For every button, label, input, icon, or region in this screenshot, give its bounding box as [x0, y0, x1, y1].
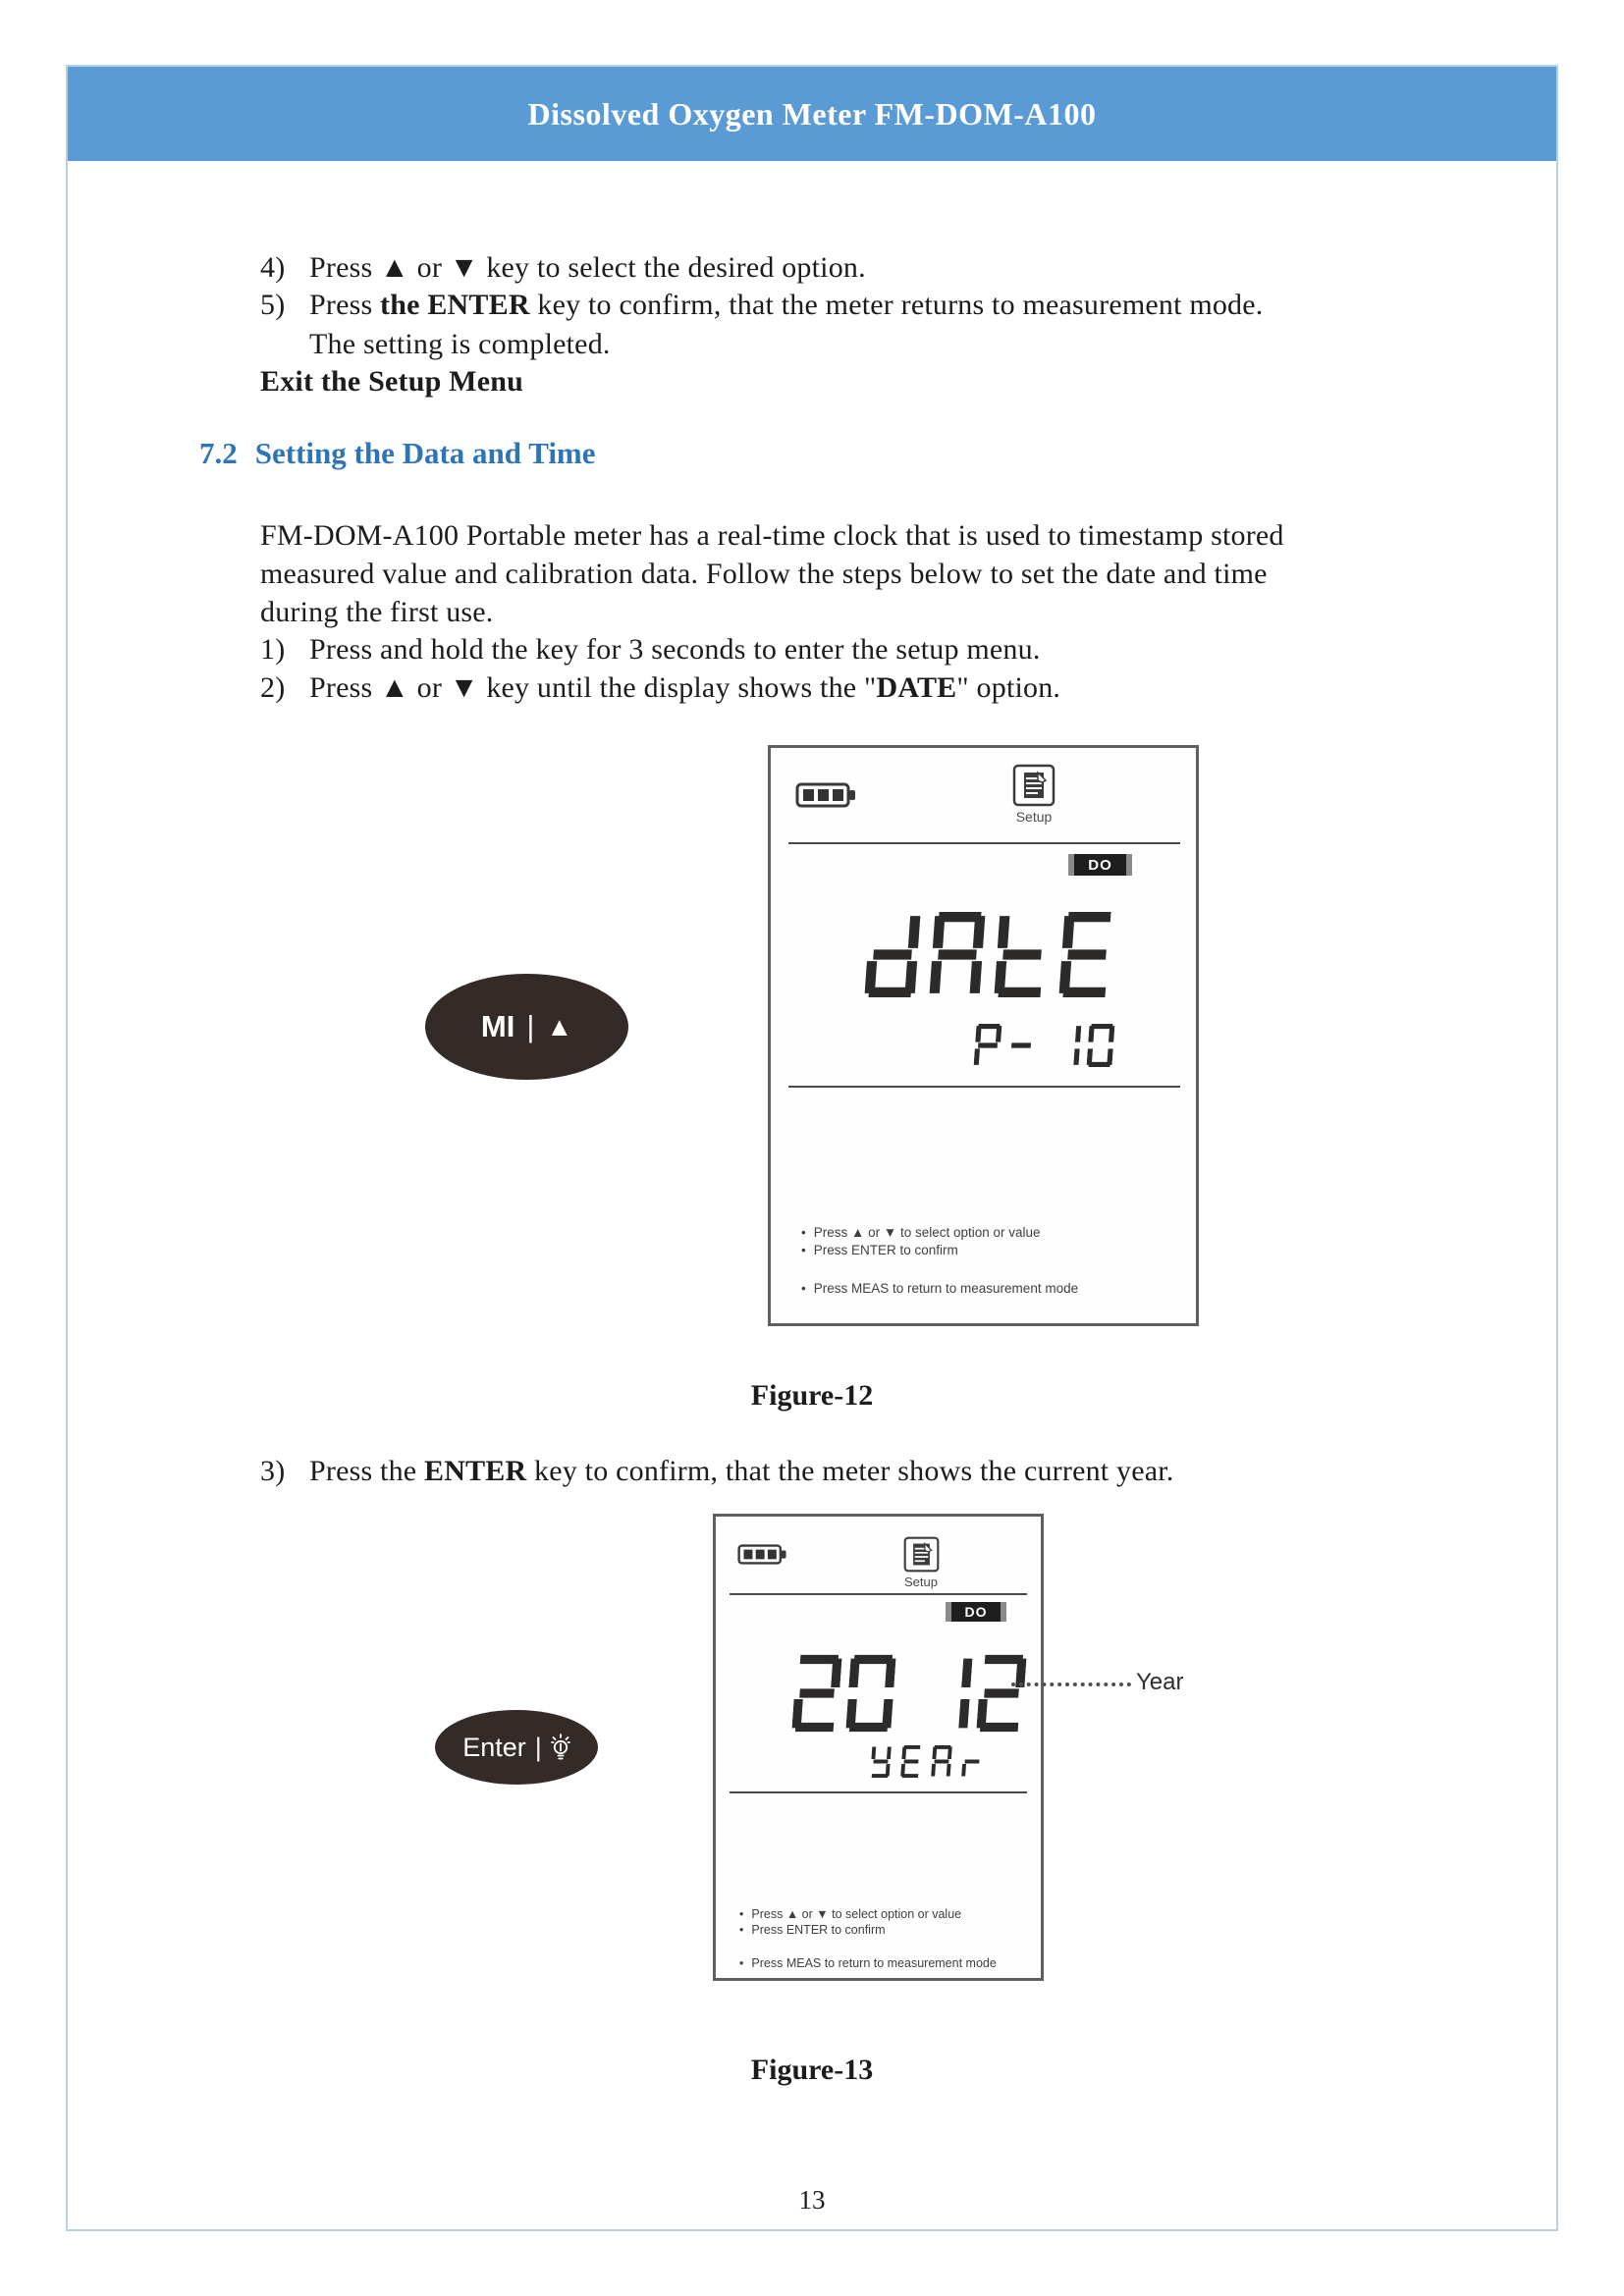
step-2: 2) Press ▲ or ▼ key until the display shows the "DATE" option.	[260, 669, 1060, 707]
bullet-icon: •	[801, 1225, 806, 1240]
lcd-hint: • Press MEAS to return to measurement mode	[739, 1956, 997, 1970]
key-divider: |	[534, 1732, 542, 1762]
page-frame	[66, 65, 1558, 2231]
list-number: 4)	[260, 251, 286, 284]
bullet-icon: •	[739, 1956, 744, 1970]
year-annotation	[1011, 1665, 1184, 1700]
setup-document-icon	[1012, 764, 1056, 807]
section-number: 7.2	[199, 436, 238, 470]
lcd-main-readout	[864, 912, 1129, 997]
list-number: 2)	[260, 671, 286, 704]
dotted-leader	[1011, 1682, 1131, 1686]
figure12-caption: Figure-12	[750, 1379, 874, 1412]
key-divider: |	[526, 1009, 535, 1043]
intro-line-1: FM-DOM-A100 Portable meter has a real-time clock that is used to timestamp stored	[260, 519, 1284, 552]
do-mode-badge: DO	[951, 1602, 1001, 1622]
battery-icon	[737, 1543, 788, 1566]
bullet-icon: •	[739, 1907, 744, 1921]
bullet-icon: •	[739, 1923, 744, 1937]
mi-up-key-illustration: MI | ▲	[425, 974, 628, 1080]
lcd-hint: • Press ENTER to confirm	[801, 1243, 958, 1257]
figure12-lcd-display	[768, 745, 1199, 1326]
lcd-hint: • Press ENTER to confirm	[739, 1923, 886, 1937]
lcd-divider	[788, 1086, 1180, 1088]
battery-icon	[795, 781, 858, 809]
figure13-caption: Figure-13	[750, 2054, 874, 2086]
setup-indicator: Setup	[999, 764, 1069, 825]
lcd-divider	[788, 842, 1180, 844]
lcd-divider	[730, 1593, 1027, 1595]
intro-line-2: measured value and calibration data. Follow the steps below to set the date and time	[260, 558, 1268, 590]
list-number: 3)	[260, 1455, 286, 1487]
lcd-divider	[730, 1791, 1027, 1793]
up-arrow-icon: ▲	[546, 1011, 573, 1041]
page-title: Dissolved Oxygen Meter FM-DOM-A100	[527, 95, 1097, 132]
setup-document-icon	[903, 1536, 940, 1573]
lcd-main-readout	[791, 1654, 1036, 1733]
lcd-sub-readout	[973, 1024, 1122, 1067]
backlight-bulb-icon	[551, 1734, 570, 1761]
page-number: 13	[798, 2185, 826, 2215]
setup-indicator: Setup	[889, 1536, 953, 1589]
list-item-5-continued: The setting is completed.	[309, 328, 611, 360]
list-item-5: 5) Press the ENTER key to confirm, that the meter returns to measurement mode.	[260, 287, 1263, 324]
lcd-sub-readout	[868, 1745, 992, 1778]
page-header	[68, 67, 1556, 161]
intro-line-3: during the first use.	[260, 596, 494, 628]
figure13-lcd-display	[713, 1514, 1044, 1981]
list-number: 5)	[260, 289, 286, 321]
exit-setup-heading: Exit the Setup Menu	[260, 365, 523, 398]
bullet-icon: •	[801, 1243, 806, 1257]
lcd-hint: • Press ▲ or ▼ to select option or value	[801, 1225, 1041, 1240]
lcd-hint: • Press ▲ or ▼ to select option or value	[739, 1907, 962, 1921]
do-mode-badge: DO	[1074, 854, 1126, 876]
list-item-4: 4) Press ▲ or ▼ key to select the desired option.	[260, 249, 866, 287]
lcd-hint: • Press MEAS to return to measurement mode	[801, 1281, 1079, 1296]
year-annotation-label: Year	[1136, 1669, 1184, 1695]
section-heading	[199, 436, 596, 471]
step-1: 1) Press and hold the key for 3 seconds to enter the setup menu.	[260, 631, 1041, 668]
enter-backlight-key-illustration: Enter |	[435, 1710, 598, 1785]
section-title: Setting the Data and Time	[254, 436, 596, 470]
step-3: 3) Press the ENTER key to confirm, that the meter shows the current year.	[260, 1453, 1173, 1490]
bullet-icon: •	[801, 1281, 806, 1296]
list-number: 1)	[260, 633, 286, 666]
